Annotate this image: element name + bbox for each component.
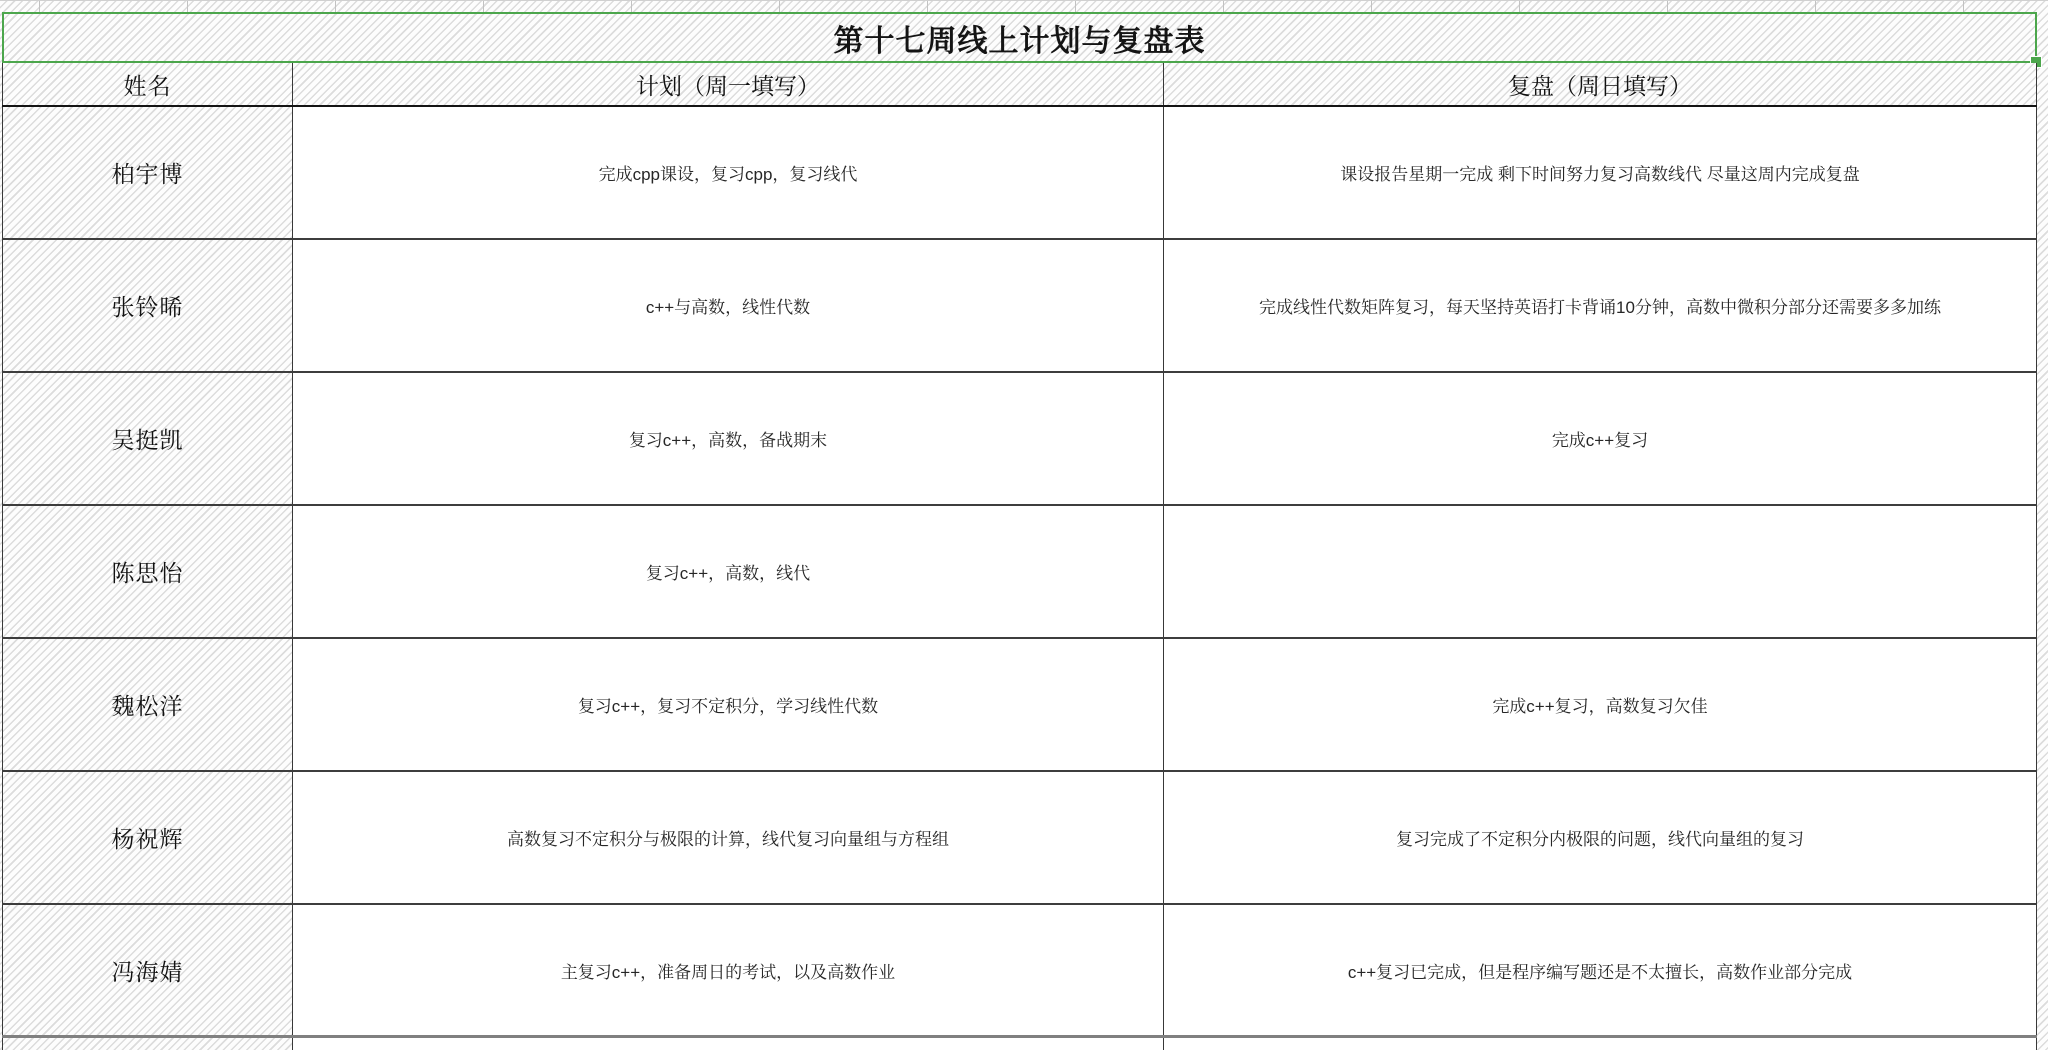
review-text: 课设报告星期一完成 剩下时间努力复习高数线代 尽量这周内完成复盘 [1340,165,1860,184]
page-title: 第十七周线上计划与复盘表 [833,24,1206,58]
header-review-label: 复盘（周日填写） [1508,73,1692,99]
plan-cell[interactable] [293,639,1164,770]
review-text: 完成线性代数矩阵复习，每天坚持英语打卡背诵10分钟，高数中微积分部分还需要多多加练 [1259,298,1941,317]
upper-grid-ticks [0,1,2040,12]
review-cell[interactable] [1164,107,2037,238]
name-cell[interactable] [2,240,293,371]
review-text: 完成c++复习，高数复习欠佳 [1492,697,1708,716]
table-row [2,107,2037,240]
plan-text: 复习c++，高数，备战期末 [628,431,828,450]
header-name-label: 姓名 [123,73,172,99]
review-cell[interactable] [1164,373,2037,504]
review-text: 完成c++复习 [1551,431,1649,450]
header-cell-review[interactable] [1164,63,2037,105]
review-cell[interactable] [1164,772,2037,903]
student-name: 张铃晞 [111,295,184,320]
plan-review-table [2,63,2037,1050]
student-name: 杨祝辉 [111,827,184,852]
plan-cell[interactable] [293,905,1164,1035]
student-name: 柏宇博 [111,162,184,187]
student-name: 魏松洋 [111,694,184,719]
header-cell-name[interactable] [2,63,293,105]
header-cell-plan[interactable] [293,63,1164,105]
review-text: c++复习已完成，但是程序编写题还是不太擅长，高数作业部分完成 [1347,962,1853,982]
table-row [2,506,2037,639]
table-row [2,639,2037,772]
header-row [2,63,2037,107]
title-cell-selected[interactable] [2,12,2037,63]
table-row [2,373,2037,506]
plan-cell[interactable] [293,240,1164,371]
student-name: 冯海婧 [111,959,184,985]
header-plan-label: 计划（周一填写） [636,73,820,99]
review-text: 复习完成了不定积分内极限的问题，线代向量组的复习 [1396,830,1804,849]
student-name: 陈思怡 [111,561,184,586]
name-cell[interactable] [2,506,293,637]
plan-text: 复习c++，复习不定积分，学习线性代数 [577,697,879,716]
name-cell[interactable] [2,107,293,238]
student-name: 吴挺凯 [111,428,184,453]
next-row-partial [2,1038,2037,1050]
plan-cell[interactable] [293,107,1164,238]
plan-text: 完成cpp课设，复习cpp，复习线代 [598,165,858,184]
name-cell[interactable] [2,639,293,770]
review-cell[interactable] [1164,240,2037,371]
table-row [2,240,2037,373]
review-cell[interactable] [1164,905,2037,1035]
plan-text: 复习c++，高数，线代 [645,564,811,583]
plan-text: 主复习c++，准备周日的考试，以及高数作业 [560,962,896,982]
plan-cell[interactable] [293,1038,1164,1050]
plan-cell[interactable] [293,772,1164,903]
review-cell[interactable] [1164,1038,2037,1050]
name-cell[interactable] [2,373,293,504]
name-cell[interactable] [2,772,293,903]
review-cell[interactable] [1164,506,2037,637]
plan-cell[interactable] [293,506,1164,637]
table-row [2,772,2037,905]
name-cell[interactable] [2,905,293,1035]
plan-text: c++与高数，线性代数 [645,298,811,317]
plan-text: 高数复习不定积分与极限的计算，线代复习向量组与方程组 [507,830,949,849]
name-cell[interactable] [2,1038,293,1050]
plan-cell[interactable] [293,373,1164,504]
table-row [2,905,2037,1038]
review-cell[interactable] [1164,639,2037,770]
